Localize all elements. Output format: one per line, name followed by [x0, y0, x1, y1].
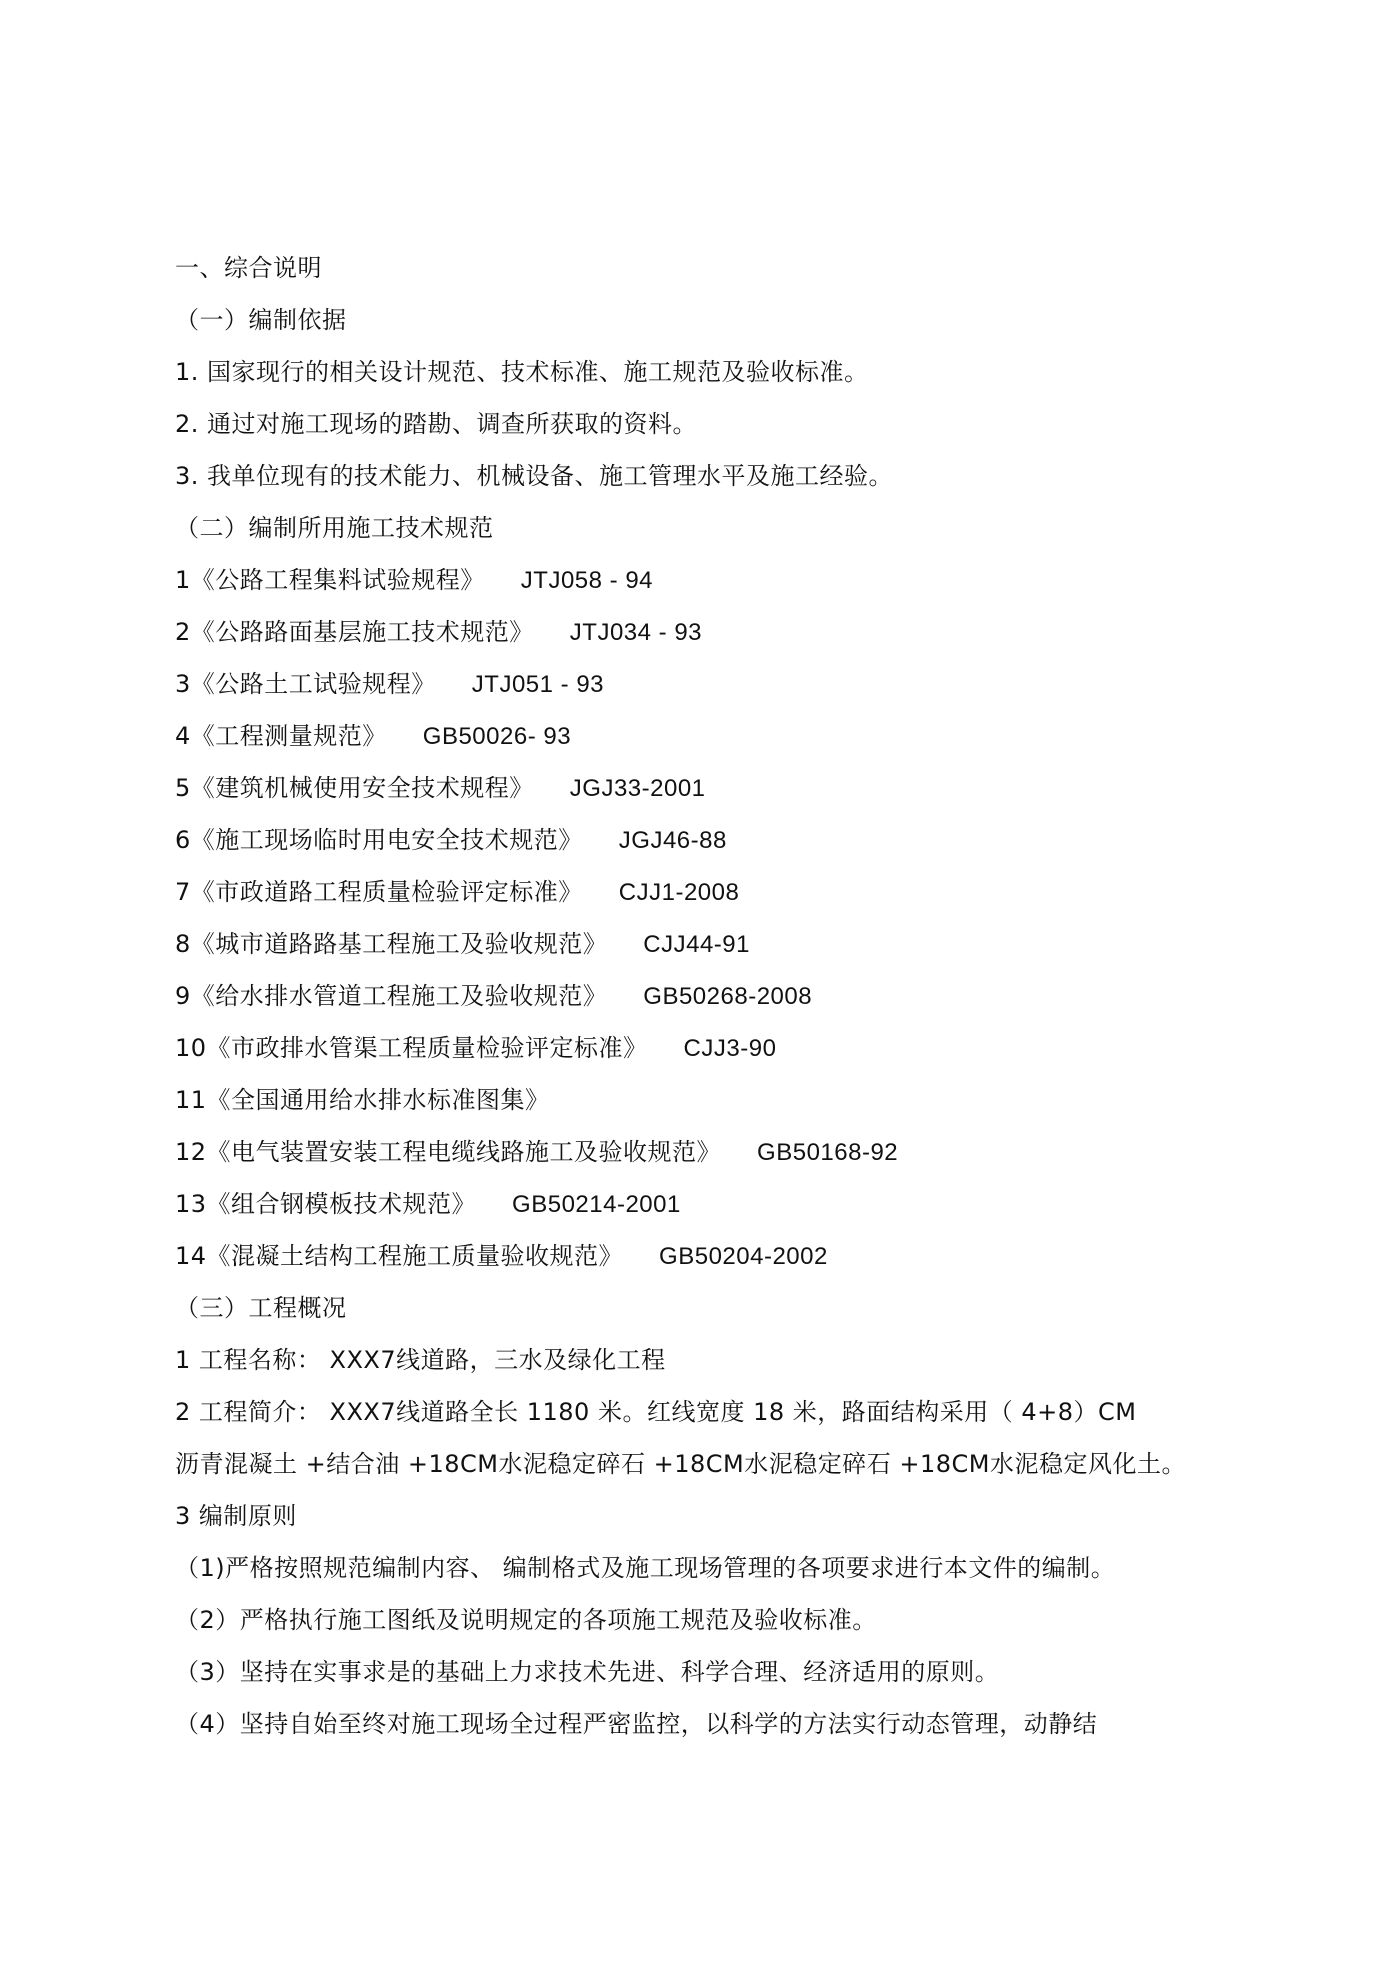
text-line: [175, 866, 1255, 918]
standard-code: GB50204-2002: [659, 1243, 828, 1270]
text-line: [175, 970, 1255, 1022]
line-text: （三）工程概况: [175, 1294, 347, 1322]
line-text: （2）严格执行施工图纸及说明规定的各项施工规范及验收标准。: [175, 1606, 877, 1634]
standard-code: GB50026- 93: [422, 723, 572, 750]
standard-code: GB50268-2008: [643, 983, 813, 1010]
text-line: [175, 1178, 1255, 1230]
line-text: 6《施工现场临时用电安全技术规范》: [175, 826, 583, 854]
text-line: [175, 1490, 1255, 1542]
text-line: [175, 1230, 1255, 1282]
line-text: 10《市政排水管渠工程质量检验评定标准》: [175, 1034, 648, 1062]
text-line: [175, 1646, 1255, 1698]
text-line: [175, 918, 1255, 970]
text-line: [175, 1542, 1255, 1594]
line-text: （一）编制依据: [175, 306, 347, 334]
standard-code: JGJ46-88: [618, 827, 727, 854]
text-line: [175, 1334, 1255, 1386]
line-text: 2《公路路面基层施工技术规范》: [175, 618, 534, 646]
line-text: 沥青混凝土 +结合油 +18CM水泥稳定碎石 +18CM水泥稳定碎石 +18CM水泥稳定风化土。: [175, 1450, 1186, 1478]
text-line: [175, 554, 1255, 606]
standard-code: CJJ3-90: [683, 1035, 777, 1062]
line-text: 1 工程名称： XXX7线道路，三水及绿化工程: [175, 1346, 666, 1374]
standard-code: CJJ1-2008: [618, 879, 740, 906]
standard-code: CJJ44-91: [643, 931, 750, 958]
line-text: 8《城市道路路基工程施工及验收规范》: [175, 930, 608, 958]
text-line: [175, 814, 1255, 866]
text-line: [175, 294, 1255, 346]
line-text: 1《公路工程集料试验规程》: [175, 566, 485, 594]
line-text: 2 工程简介： XXX7线道路全长 1180 米。红线宽度 18 米，路面结构采用（ 4+8）CM: [175, 1398, 1137, 1426]
standard-code: JGJ33-2001: [569, 775, 706, 802]
line-text: 2. 通过对施工现场的踏勘、调查所获取的资料。: [175, 410, 698, 438]
text-line: [175, 502, 1255, 554]
line-text: 1. 国家现行的相关设计规范、技术标准、施工规范及验收标准。: [175, 358, 869, 386]
line-text: 7《市政道路工程质量检验评定标准》: [175, 878, 583, 906]
text-line: [175, 1698, 1255, 1750]
line-text: 3《公路土工试验规程》: [175, 670, 436, 698]
text-line: [175, 606, 1255, 658]
text-line: [175, 1074, 1255, 1126]
line-text: 11《全国通用给水排水标准图集》: [175, 1086, 550, 1114]
line-text: 12《电气装置安装工程电缆线路施工及验收规范》: [175, 1138, 722, 1166]
text-line: [175, 398, 1255, 450]
standard-code: JTJ034 - 93: [569, 619, 703, 646]
line-text: 5《建筑机械使用安全技术规程》: [175, 774, 534, 802]
line-text: （4）坚持自始至终对施工现场全过程严密监控，以科学的方法实行动态管理，动静结: [175, 1710, 1098, 1738]
text-line: [175, 450, 1255, 502]
line-text: 3. 我单位现有的技术能力、机械设备、施工管理水平及施工经验。: [175, 462, 894, 490]
line-text: （1)严格按照规范编制内容、 编制格式及施工现场管理的各项要求进行本文件的编制。: [175, 1554, 1116, 1582]
text-line: [175, 1126, 1255, 1178]
text-line: [175, 762, 1255, 814]
line-text: （3）坚持在实事求是的基础上力求技术先进、科学合理、经济适用的原则。: [175, 1658, 1000, 1686]
standard-code: GB50214-2001: [512, 1191, 681, 1218]
standard-code: JTJ051 - 93: [471, 671, 605, 698]
line-text: 9《给水排水管道工程施工及验收规范》: [175, 982, 608, 1010]
line-text: 13《组合钢模板技术规范》: [175, 1190, 477, 1218]
text-line: [175, 710, 1255, 762]
text-line: [175, 346, 1255, 398]
standard-code: GB50168-92: [757, 1139, 899, 1166]
line-text: 4《工程测量规范》: [175, 722, 387, 750]
line-text: 3 编制原则: [175, 1502, 297, 1530]
text-line: [175, 1594, 1255, 1646]
text-line: [175, 1022, 1255, 1074]
text-line: [175, 242, 1255, 294]
text-line: [175, 1438, 1255, 1490]
standard-code: JTJ058 - 94: [520, 567, 654, 594]
line-text: 一、综合说明: [175, 254, 322, 282]
line-text: 14《混凝土结构工程施工质量验收规范》: [175, 1242, 624, 1270]
text-line: [175, 1282, 1255, 1334]
text-line: [175, 658, 1255, 710]
line-text: （二）编制所用施工技术规范: [175, 514, 494, 542]
text-line: [175, 1386, 1255, 1438]
document-body: [175, 242, 1255, 1750]
